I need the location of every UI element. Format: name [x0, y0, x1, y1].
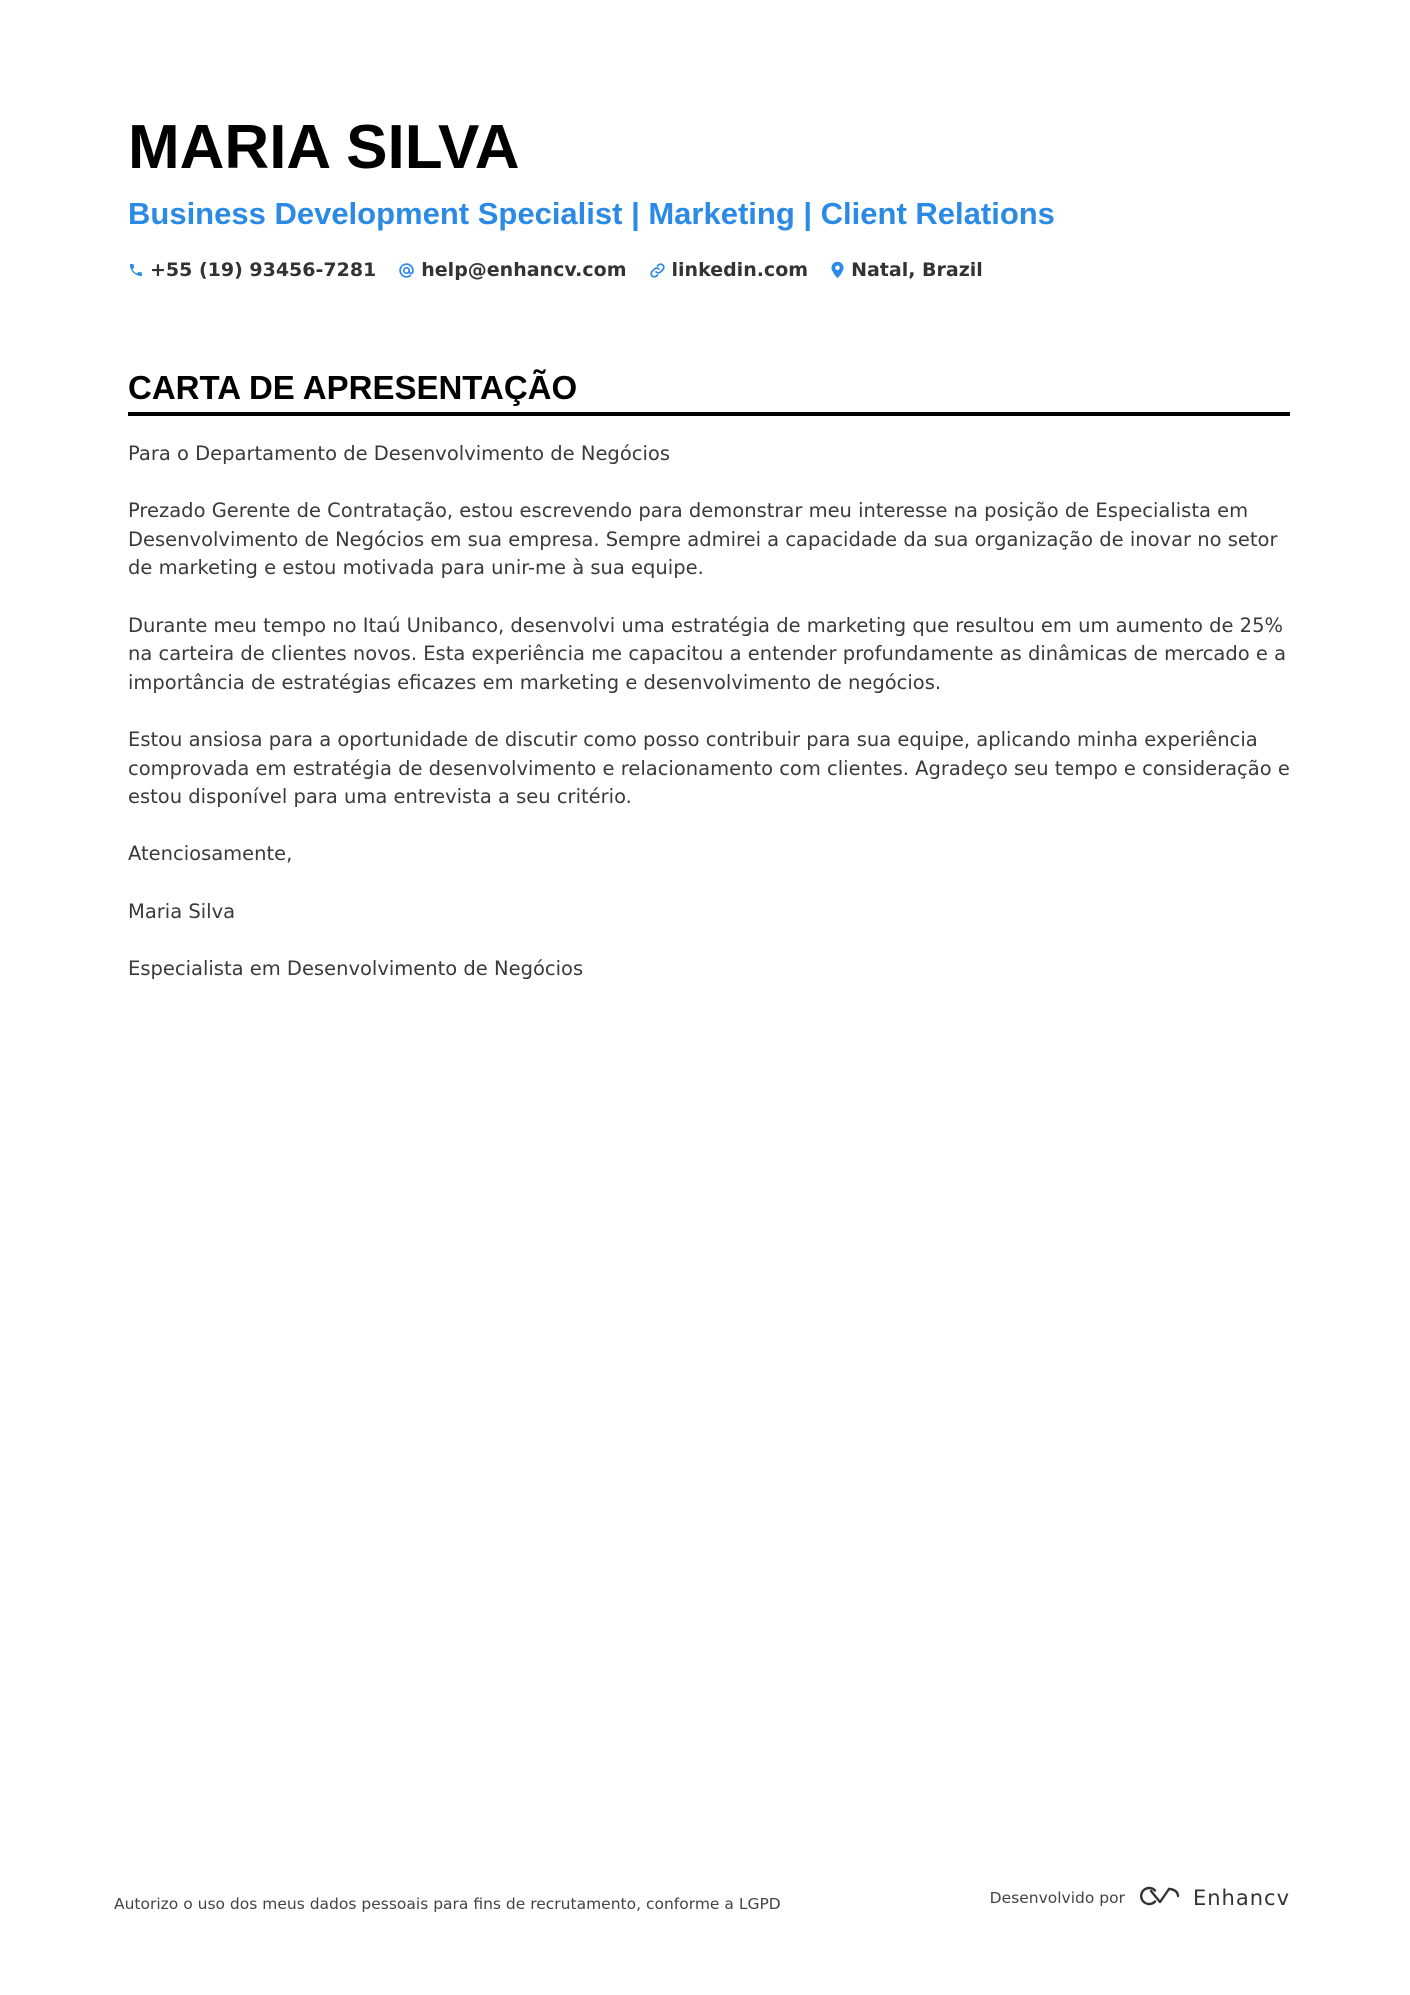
- contact-location: [830, 256, 983, 284]
- at-icon: [398, 262, 415, 279]
- letter-paragraph-2: Durante meu tempo no Itaú Unibanco, desenvolvi uma estratégia de marketing que resultou em um aumento de 25% na carteira de clientes novos. Esta experiência me capacitou a entender profundamente as dinâmicas de mercado e a importância de estratégias eficazes em marketing e desenvolvimento de negócios.: [128, 613, 1287, 694]
- signature-name: Maria Silva: [128, 899, 236, 923]
- powered-by-label: Desenvolvido por: [989, 1889, 1125, 1907]
- letter-closing: Atenciosamente,: [128, 842, 293, 866]
- contact-phone: [128, 256, 376, 284]
- powered-by[interactable]: [990, 1884, 1290, 1912]
- enhancv-brand[interactable]: [1137, 1884, 1290, 1912]
- header: [128, 112, 1288, 284]
- section-divider: [128, 412, 1290, 416]
- consent-notice: Autorizo o uso dos meus dados pessoais para fins de recrutamento, conforme a LGPD: [114, 1895, 781, 1913]
- letter-recipient: Para o Departamento de Desenvolvimento de Negócios: [128, 442, 670, 465]
- contact-location-text: Natal, Brazil: [851, 259, 983, 281]
- link-icon: [649, 262, 666, 279]
- signature-title: Especialista em Desenvolvimento de Negócios: [128, 956, 584, 980]
- contact-linkedin[interactable]: [649, 256, 809, 284]
- candidate-headline: Business Development Specialist | Marketing | Client Relations: [128, 196, 1055, 231]
- letter-body: [128, 440, 1290, 1012]
- contact-linkedin-text[interactable]: linkedin.com: [671, 259, 809, 281]
- enhancv-logo-icon: [1137, 1884, 1183, 1912]
- cover-letter-section: [128, 366, 1290, 416]
- brand-name: Enhancv: [1192, 1886, 1290, 1910]
- section-title: CARTA DE APRESENTAÇÃO: [128, 369, 578, 406]
- contact-email-text[interactable]: help@enhancv.com: [421, 259, 627, 281]
- candidate-name: MARIA SILVA: [128, 113, 520, 182]
- location-pin-icon: [830, 261, 845, 279]
- letter-paragraph-1: Prezado Gerente de Contratação, estou escrevendo para demonstrar meu interesse na posição de Especialista em Desenvolvimento de Negócios em sua empresa. Sempre admirei a capacidade da sua organização de inovar no setor de marketing e estou motivada para unir-me à sua equipe.: [128, 499, 1278, 580]
- contact-list: [128, 256, 1288, 284]
- contact-phone-text: +55 (19) 93456-7281: [150, 259, 377, 281]
- letter-paragraph-3: Estou ansiosa para a oportunidade de discutir como posso contribuir para sua equipe, aplicando minha experiência comprovada em estratégia de desenvolvimento e relacionamento com clientes. Agradeço seu tempo e consideração e estou disponível para uma entrevista a seu critério.: [128, 727, 1290, 809]
- phone-icon: [128, 262, 144, 278]
- contact-email[interactable]: [398, 256, 626, 284]
